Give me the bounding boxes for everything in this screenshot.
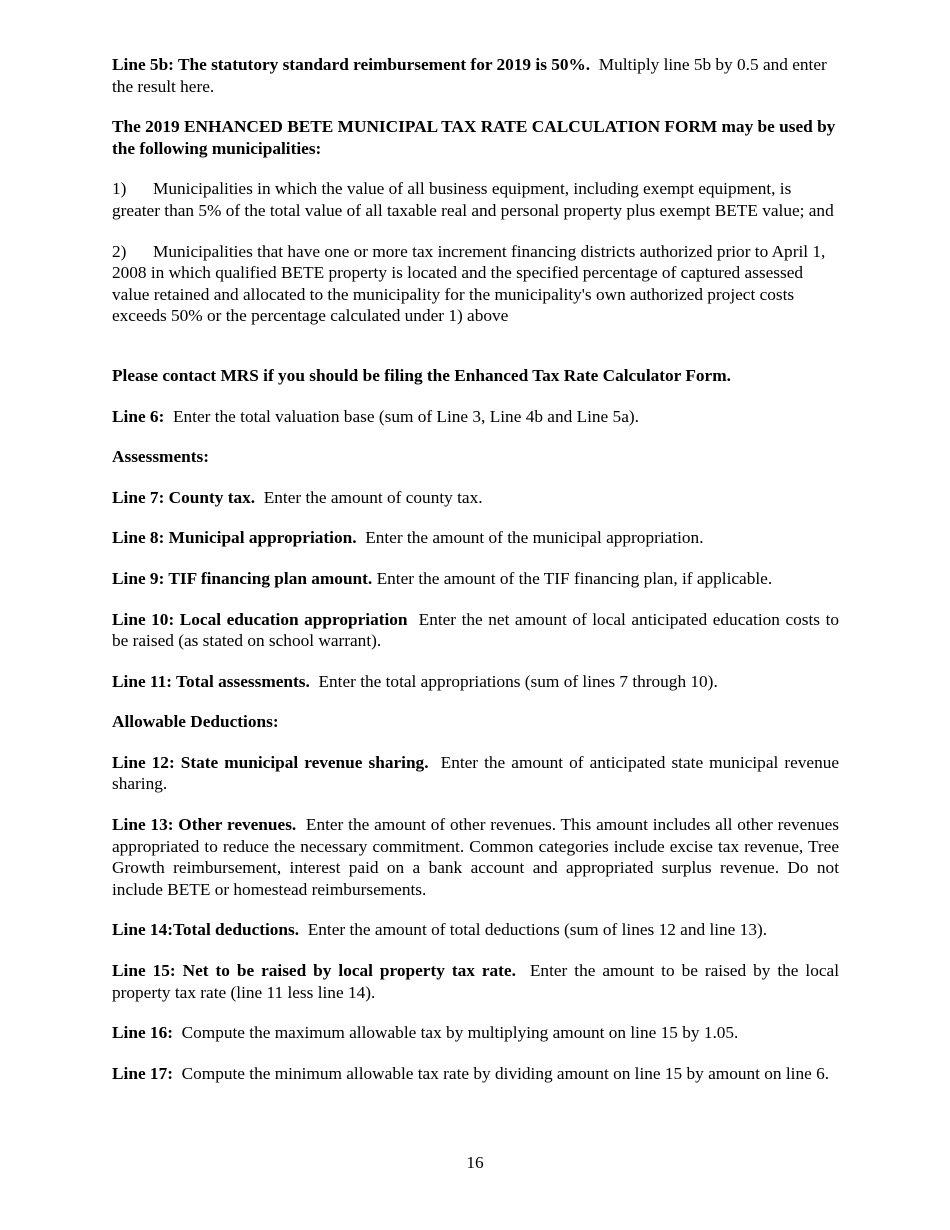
enhanced-form-item-1 (112, 178, 839, 221)
deductions-heading-text: Allowable Deductions: (112, 712, 279, 732)
line-9-paragraph (112, 568, 839, 590)
line-14-text: Enter the amount of total deductions (sum of lines 12 and line 13). (307, 920, 768, 940)
enhanced-form-heading (112, 116, 839, 159)
assessments-heading (112, 446, 839, 468)
line-7-text: Enter the amount of county tax. (263, 487, 483, 507)
deductions-heading (112, 711, 839, 733)
line-15-text: Enter the amount to be raised by the local property tax rate (line 11 less line 14). (112, 961, 840, 1002)
line-10-heading: Line 10: Local education appropriation (112, 609, 408, 629)
line-8-text: Enter the amount of the municipal appropriation. (365, 528, 704, 548)
line-14-paragraph (112, 919, 839, 941)
line-17-heading: Line 17: (112, 1063, 173, 1083)
line-13-heading: Line 13: Other revenues. (112, 815, 297, 835)
line-12-text: Enter the amount of anticipated state municipal revenue sharing. (112, 752, 840, 794)
line-10-text: Enter the net amount of local anticipated education costs to be raised (as stated on school warrant). (112, 609, 840, 651)
line-11-heading: Line 11: Total assessments. (112, 671, 310, 691)
line-16-heading: Line 16: (112, 1023, 173, 1043)
line-11-text: Enter the total appropriations (sum of lines 7 through 10). (318, 671, 718, 691)
line-5b-paragraph (112, 54, 839, 97)
line-14-heading: Line 14:Total deductions. (112, 920, 300, 940)
line-13-text: Enter the amount of other revenues. This amount includes all other revenues appropriated to reduce the necessary commitment. Common categories include excise tax revenue, Tree Growth reimbursement, interest paid on a bank account and appropriated surplus revenue. Do not include BETE or homestead reimbursements. (112, 815, 840, 899)
line-11-paragraph (112, 671, 839, 693)
line-6-heading: Line 6: (112, 406, 165, 426)
line-16-paragraph (112, 1022, 839, 1044)
line-15-paragraph (112, 960, 839, 1003)
assessments-heading-text: Assessments: (112, 447, 209, 467)
line-10-paragraph (112, 609, 839, 652)
line-12-paragraph (112, 752, 839, 795)
line-17-paragraph (112, 1063, 839, 1085)
enhanced-form-item-1-number: 1) (112, 179, 127, 199)
line-17-text: Compute the minimum allowable tax rate by dividing amount on line 15 by amount on line 6. (181, 1063, 830, 1083)
line-9-heading: Line 9: TIF financing plan amount. (112, 568, 373, 588)
enhanced-form-item-2-number: 2) (112, 241, 127, 261)
page-number: 16 (466, 1153, 484, 1172)
contact-notice (112, 365, 839, 387)
line-15-heading: Line 15: Net to be raised by local property tax rate. (112, 961, 516, 981)
enhanced-form-item-2-text: Municipalities that have one or more tax increment financing districts authorized prior to April 1, 2008 in which qualified BETE property is located and the specified percentage of captured assessed value retained and allocated to the municipality for the municipality's own authorized project costs exceeds 50% or the percentage calculated under 1) above (112, 241, 826, 326)
enhanced-form-item-1-text: Municipalities in which the value of all business equipment, including exempt equipment, is greater than 5% of the total value of all taxable real and personal property plus exempt BETE value; and (112, 179, 834, 220)
enhanced-form-item-2 (112, 241, 839, 327)
line-8-heading: Line 8: Municipal appropriation. (112, 528, 357, 548)
line-8-paragraph (112, 527, 839, 549)
document-page (112, 54, 839, 1103)
line-7-heading: Line 7: County tax. (112, 487, 256, 507)
line-13-paragraph (112, 814, 839, 900)
line-6-text: Enter the total valuation base (sum of Line 3, Line 4b and Line 5a). (172, 406, 639, 426)
line-7-paragraph (112, 487, 839, 509)
line-5b-text: Multiply line 5b by 0.5 and enter the result here. (112, 55, 827, 96)
line-5b-heading: Line 5b: The statutory standard reimbursement for 2019 is 50%. (112, 55, 591, 74)
line-6-paragraph (112, 406, 839, 428)
line-16-text: Compute the maximum allowable tax by multiplying amount on line 15 by 1.05. (181, 1023, 739, 1043)
enhanced-form-heading-text: The 2019 ENHANCED BETE MUNICIPAL TAX RATE CALCULATION FORM may be used by the following municipalities: (112, 117, 836, 158)
line-9-text: Enter the amount of the TIF financing plan, if applicable. (376, 568, 773, 588)
line-12-heading: Line 12: State municipal revenue sharing. (112, 752, 429, 772)
contact-notice-text: Please contact MRS if you should be filing the Enhanced Tax Rate Calculator Form. (112, 365, 731, 385)
section-spacer (112, 346, 839, 365)
